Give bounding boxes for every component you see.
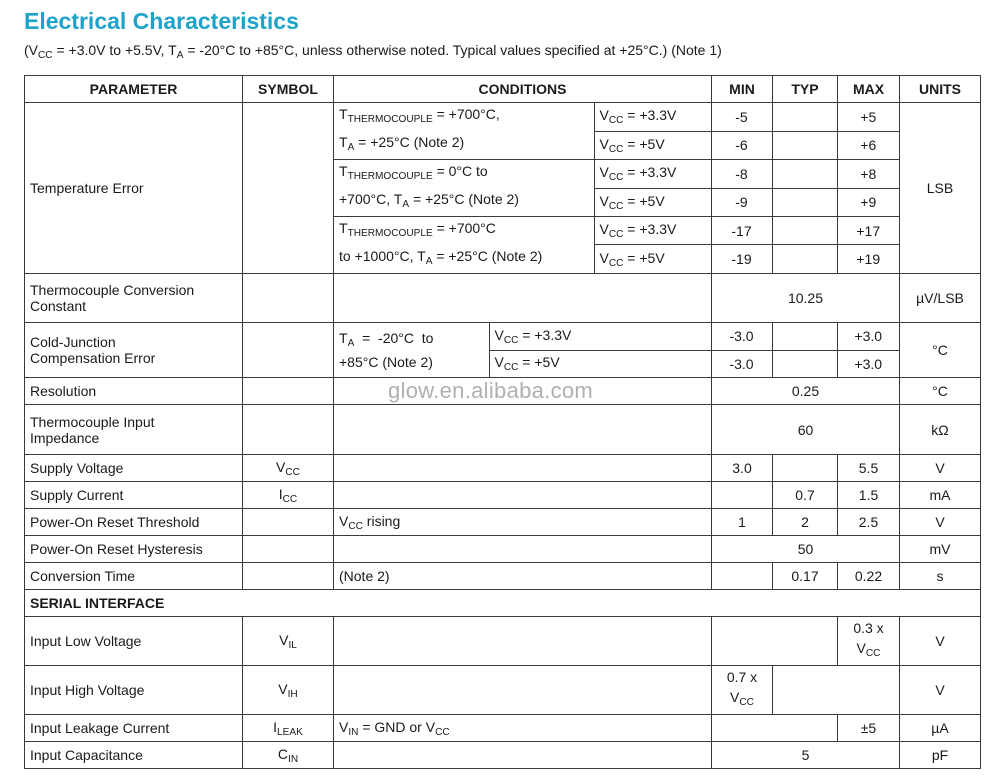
header-row <box>25 76 981 103</box>
conditions-subtitle: ($V_{CC} = +3.0V$ to +5.5V, $T_A = -20^\circ C$ to +85°C, unless otherwise noted. Typical values specified at +25°C.) (Note 1) <box>24 42 722 61</box>
units-value: LSB <box>900 103 981 274</box>
cold-junction-conditions <box>334 323 900 378</box>
max-value: +5 <box>837 103 899 131</box>
table-row <box>25 715 981 742</box>
table-row <box>25 482 981 509</box>
param-resolution: Resolution <box>25 378 243 405</box>
typ-value: 0.7 <box>773 482 838 509</box>
units-value: mA <box>900 482 981 509</box>
param-por-hysteresis: Power-On Reset Hysteresis <box>25 536 243 563</box>
condition-text: $T_{THERMOCOUPLE} = +700^\circ C$, $T_A = +25^\circ C$ (Note 2) <box>334 103 594 160</box>
typ-value: 50 <box>712 536 900 563</box>
units-value: mV <box>900 536 981 563</box>
header-typ: TYP <box>773 76 838 103</box>
min-value: -5 <box>711 103 772 131</box>
max-value: +19 <box>837 245 899 273</box>
max-value: +17 <box>837 217 899 245</box>
typ-value: 2 <box>773 509 838 536</box>
units-value: s <box>900 563 981 590</box>
table-row <box>25 274 981 323</box>
units-value: °C <box>900 323 981 378</box>
vcc-condition: $V_{CC} = +5V$ <box>489 350 711 377</box>
condition-text: $T_{THERMOCOUPLE} = +700^\circ C$ to +1000°C, $T_A = +25^\circ C$ (Note 2) <box>334 217 594 274</box>
symbol-value: $V_{CC}$ <box>243 455 334 482</box>
units-value: V <box>900 455 981 482</box>
watermark: glow.en.alibaba.com <box>388 378 594 403</box>
typ-value: 60 <box>712 405 900 455</box>
electrical-characteristics-table <box>24 75 981 769</box>
cold-junction-subtable <box>334 323 899 377</box>
max-value: +6 <box>837 131 899 159</box>
max-value: +3.0 <box>837 350 899 377</box>
param-supply-current: Supply Current <box>25 482 243 509</box>
section-row <box>25 590 981 617</box>
min-value: 3.0 <box>712 455 773 482</box>
typ-value: 5 <box>712 742 900 769</box>
typ-value <box>772 103 837 131</box>
max-value: 2.5 <box>838 509 900 536</box>
temp-error-subtable <box>334 103 899 273</box>
max-value: ±5 <box>838 715 900 742</box>
min-value: 0.7 x $V_{CC}$ <box>712 666 773 715</box>
table-row <box>25 103 981 274</box>
table-row <box>25 509 981 536</box>
header-conditions: CONDITIONS <box>334 76 712 103</box>
condition-text: $V_{CC}$ rising <box>334 509 712 536</box>
symbol-value: $V_{IH}$ <box>243 666 334 715</box>
param-supply-voltage: Supply Voltage <box>25 455 243 482</box>
header-symbol: SYMBOL <box>243 76 334 103</box>
max-value: 0.22 <box>838 563 900 590</box>
param-thermocouple-input: Thermocouple Input Impedance <box>25 405 243 455</box>
max-value: 0.3 x $V_{CC}$ <box>838 617 900 666</box>
table-row <box>25 323 981 378</box>
condition-text: $V_{IN}$ = GND or $V_{CC}$ <box>334 715 712 742</box>
units-value: V <box>900 617 981 666</box>
symbol-value: $I_{CC}$ <box>243 482 334 509</box>
typ-value: 0.17 <box>773 563 838 590</box>
param-conversion-time: Conversion Time <box>25 563 243 590</box>
min-value: -8 <box>711 160 772 189</box>
condition-text: $T_A = -20^\circ C$ to +85°C (Note 2) <box>339 329 434 370</box>
table-row <box>25 666 981 715</box>
table-row <box>25 405 981 455</box>
vcc-condition: $V_{CC} = +3.3V$ <box>489 323 711 350</box>
param-input-high-voltage: Input High Voltage <box>25 666 243 715</box>
units-value: µA <box>900 715 981 742</box>
table-row <box>25 617 981 666</box>
vcc-condition: $V_{CC} = +5V$ <box>594 188 711 217</box>
typ-value: 0.25 <box>712 378 900 405</box>
max-value: 5.5 <box>838 455 900 482</box>
condition-text: $T_{THERMOCOUPLE} = 0^\circ C$ to +700°C, $T_A = +25^\circ C$ (Note 2) <box>334 160 594 217</box>
min-value: -9 <box>711 188 772 217</box>
param-input-leakage: Input Leakage Current <box>25 715 243 742</box>
min-value: -19 <box>711 245 772 273</box>
min-value: -17 <box>711 217 772 245</box>
page-title: Electrical Characteristics <box>24 8 299 34</box>
condition-text: (Note 2) <box>334 563 712 590</box>
typ-value <box>772 160 837 189</box>
min-value: -6 <box>711 131 772 159</box>
temp-error-conditions <box>334 103 900 274</box>
table-row <box>25 536 981 563</box>
symbol-cell <box>243 103 334 274</box>
typ-value <box>772 217 837 245</box>
max-value: +3.0 <box>837 323 899 350</box>
table-row <box>25 455 981 482</box>
vcc-condition: $V_{CC} = +3.3V$ <box>594 160 711 189</box>
symbol-value: $I_{LEAK}$ <box>243 715 334 742</box>
vcc-condition: $V_{CC} = +5V$ <box>594 131 711 159</box>
vcc-condition: $V_{CC} = +3.3V$ <box>594 217 711 245</box>
typ-value: 10.25 <box>712 274 900 323</box>
typ-value <box>772 245 837 273</box>
max-value: +9 <box>837 188 899 217</box>
symbol-value: $C_{IN}$ <box>243 742 334 769</box>
vcc-condition: $V_{CC} = +3.3V$ <box>594 103 711 131</box>
header-min: MIN <box>712 76 773 103</box>
param-input-capacitance: Input Capacitance <box>25 742 243 769</box>
max-value: +8 <box>837 160 899 189</box>
min-value: 1 <box>712 509 773 536</box>
units-value: µV/LSB <box>900 274 981 323</box>
section-serial-interface: SERIAL INTERFACE <box>25 590 981 617</box>
typ-value <box>772 131 837 159</box>
min-value: -3.0 <box>711 323 772 350</box>
header-parameter: PARAMETER <box>25 76 243 103</box>
units-value: kΩ <box>900 405 981 455</box>
param-temperature-error: Temperature Error <box>25 103 243 274</box>
param-thermocouple-conversion: Thermocouple Conversion Constant <box>25 274 243 323</box>
header-units: UNITS <box>900 76 981 103</box>
units-value: pF <box>900 742 981 769</box>
table-row <box>25 742 981 769</box>
units-value: V <box>900 509 981 536</box>
max-value: 1.5 <box>838 482 900 509</box>
param-por-threshold: Power-On Reset Threshold <box>25 509 243 536</box>
units-value: V <box>900 666 981 715</box>
units-value: °C <box>900 378 981 405</box>
min-value: -3.0 <box>711 350 772 377</box>
param-input-low-voltage: Input Low Voltage <box>25 617 243 666</box>
param-cold-junction: Cold-Junction Compensation Error <box>25 323 243 378</box>
symbol-value: $V_{IL}$ <box>243 617 334 666</box>
typ-value <box>772 188 837 217</box>
table-row <box>25 563 981 590</box>
header-max: MAX <box>838 76 900 103</box>
vcc-condition: $V_{CC} = +5V$ <box>594 245 711 273</box>
